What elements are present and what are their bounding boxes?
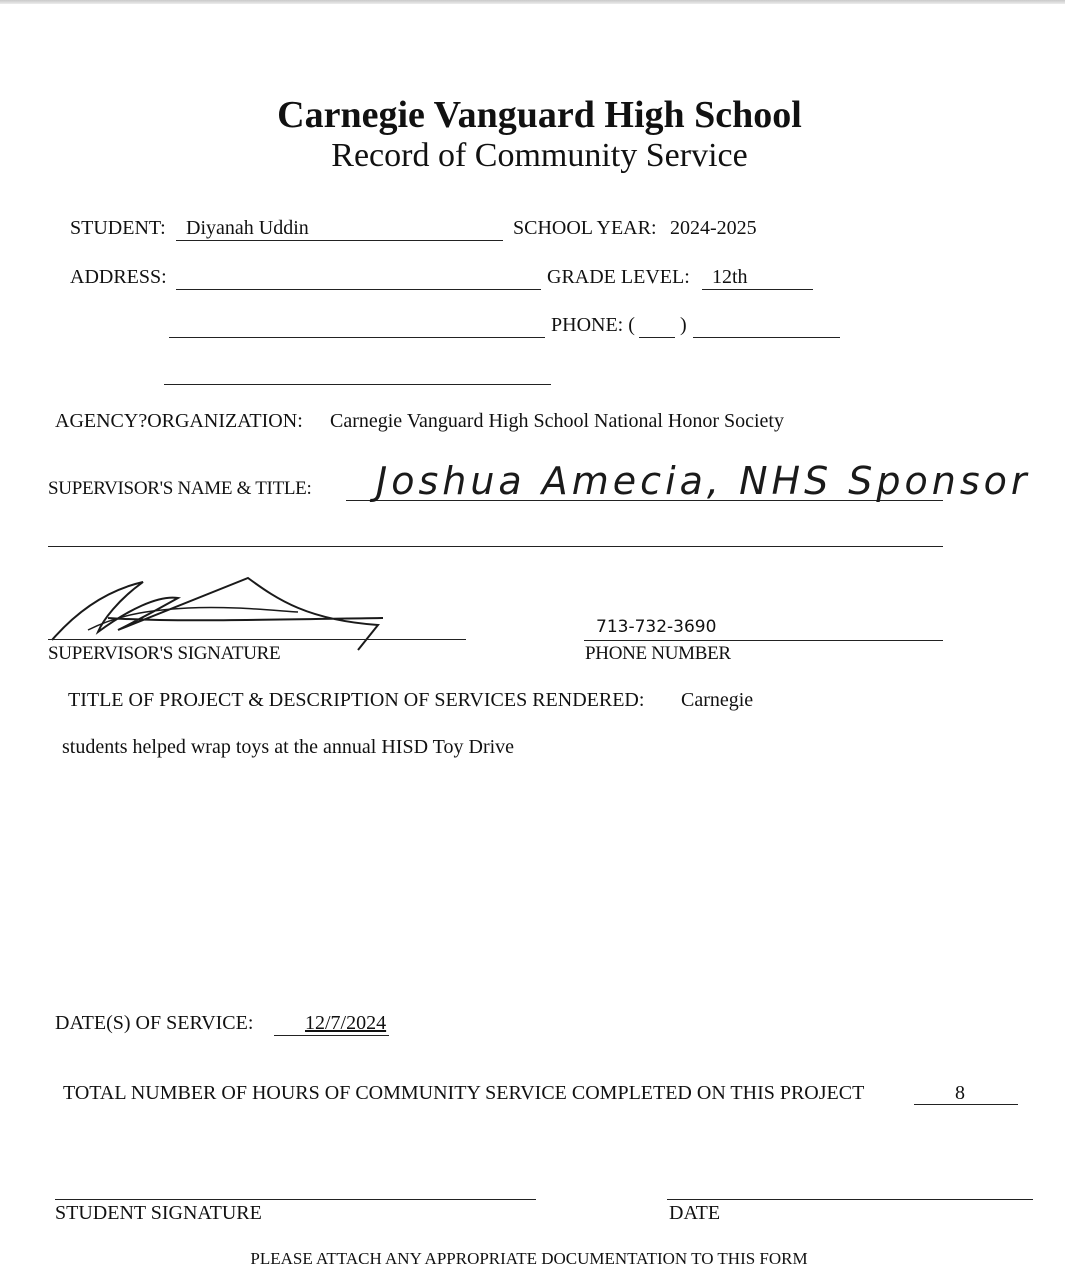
student-signature-line[interactable] (55, 1199, 536, 1200)
project-label: TITLE OF PROJECT & DESCRIPTION OF SERVICES RENDERED: (68, 689, 645, 711)
project-description-start[interactable]: Carnegie (681, 689, 754, 711)
supervisor-signature-label: SUPERVISOR'S SIGNATURE (48, 643, 281, 664)
supervisor-name-label: SUPERVISOR'S NAME & TITLE: (48, 478, 312, 499)
window-top-edge (0, 0, 1065, 4)
supervisor-name-handwriting (372, 448, 1031, 518)
address-line-2[interactable] (169, 337, 545, 338)
attach-documentation-note: PLEASE ATTACH ANY APPROPRIATE DOCUMENTATION TO THIS FORM (250, 1249, 808, 1268)
project-description[interactable]: students helped wrap toys at the annual HISD Toy Drive (62, 736, 515, 758)
supervisor-phone-line (584, 640, 943, 641)
service-dates-label: DATE(S) OF SERVICE: (55, 1012, 254, 1034)
agency-label: AGENCY?ORGANIZATION: (55, 410, 303, 432)
phone-number-line[interactable] (693, 337, 840, 338)
student-name-field[interactable]: Diyanah Uddin (186, 217, 309, 239)
grade-level-label: GRADE LEVEL: (547, 266, 690, 288)
supervisor-phone-label: PHONE NUMBER (585, 643, 731, 664)
service-dates-value[interactable]: 12/7/2024 (305, 1012, 387, 1034)
supervisor-signature-line[interactable] (48, 639, 466, 640)
total-hours-label: TOTAL NUMBER OF HOURS OF COMMUNITY SERVICE COMPLETED ON THIS PROJECT (63, 1082, 865, 1104)
total-hours-underline (914, 1104, 1018, 1105)
service-dates-underline (274, 1035, 389, 1036)
student-signature-label: STUDENT SIGNATURE (55, 1202, 262, 1224)
address-line-1[interactable] (176, 289, 541, 290)
school-name: Carnegie Vanguard High School (277, 94, 802, 136)
form-title: Record of Community Service (331, 137, 748, 174)
phone-close-paren: ) (680, 314, 687, 336)
phone-label: PHONE: ( (551, 314, 635, 336)
school-year-value[interactable]: 2024-2025 (670, 217, 757, 239)
address-line-3[interactable] (164, 384, 551, 385)
agency-value[interactable]: Carnegie Vanguard High School National Honor Society (330, 410, 784, 432)
total-hours-value[interactable]: 8 (955, 1082, 965, 1104)
phone-area-code-line[interactable] (639, 337, 675, 338)
grade-level-value[interactable]: 12th (712, 266, 748, 288)
grade-level-underline (702, 289, 813, 290)
address-label: ADDRESS: (70, 266, 167, 288)
school-year-label: SCHOOL YEAR: (513, 217, 657, 239)
supervisor-phone-value[interactable]: 713-732-3690 (596, 617, 717, 637)
student-label: STUDENT: (70, 217, 166, 239)
supervisor-name-handwriting-text: Joshua Amecia, NHS Sponsor (376, 459, 1031, 503)
student-name-underline (176, 240, 503, 241)
date-line[interactable] (667, 1199, 1033, 1200)
supervisor-extra-line[interactable] (48, 546, 943, 547)
date-label: DATE (669, 1202, 721, 1224)
